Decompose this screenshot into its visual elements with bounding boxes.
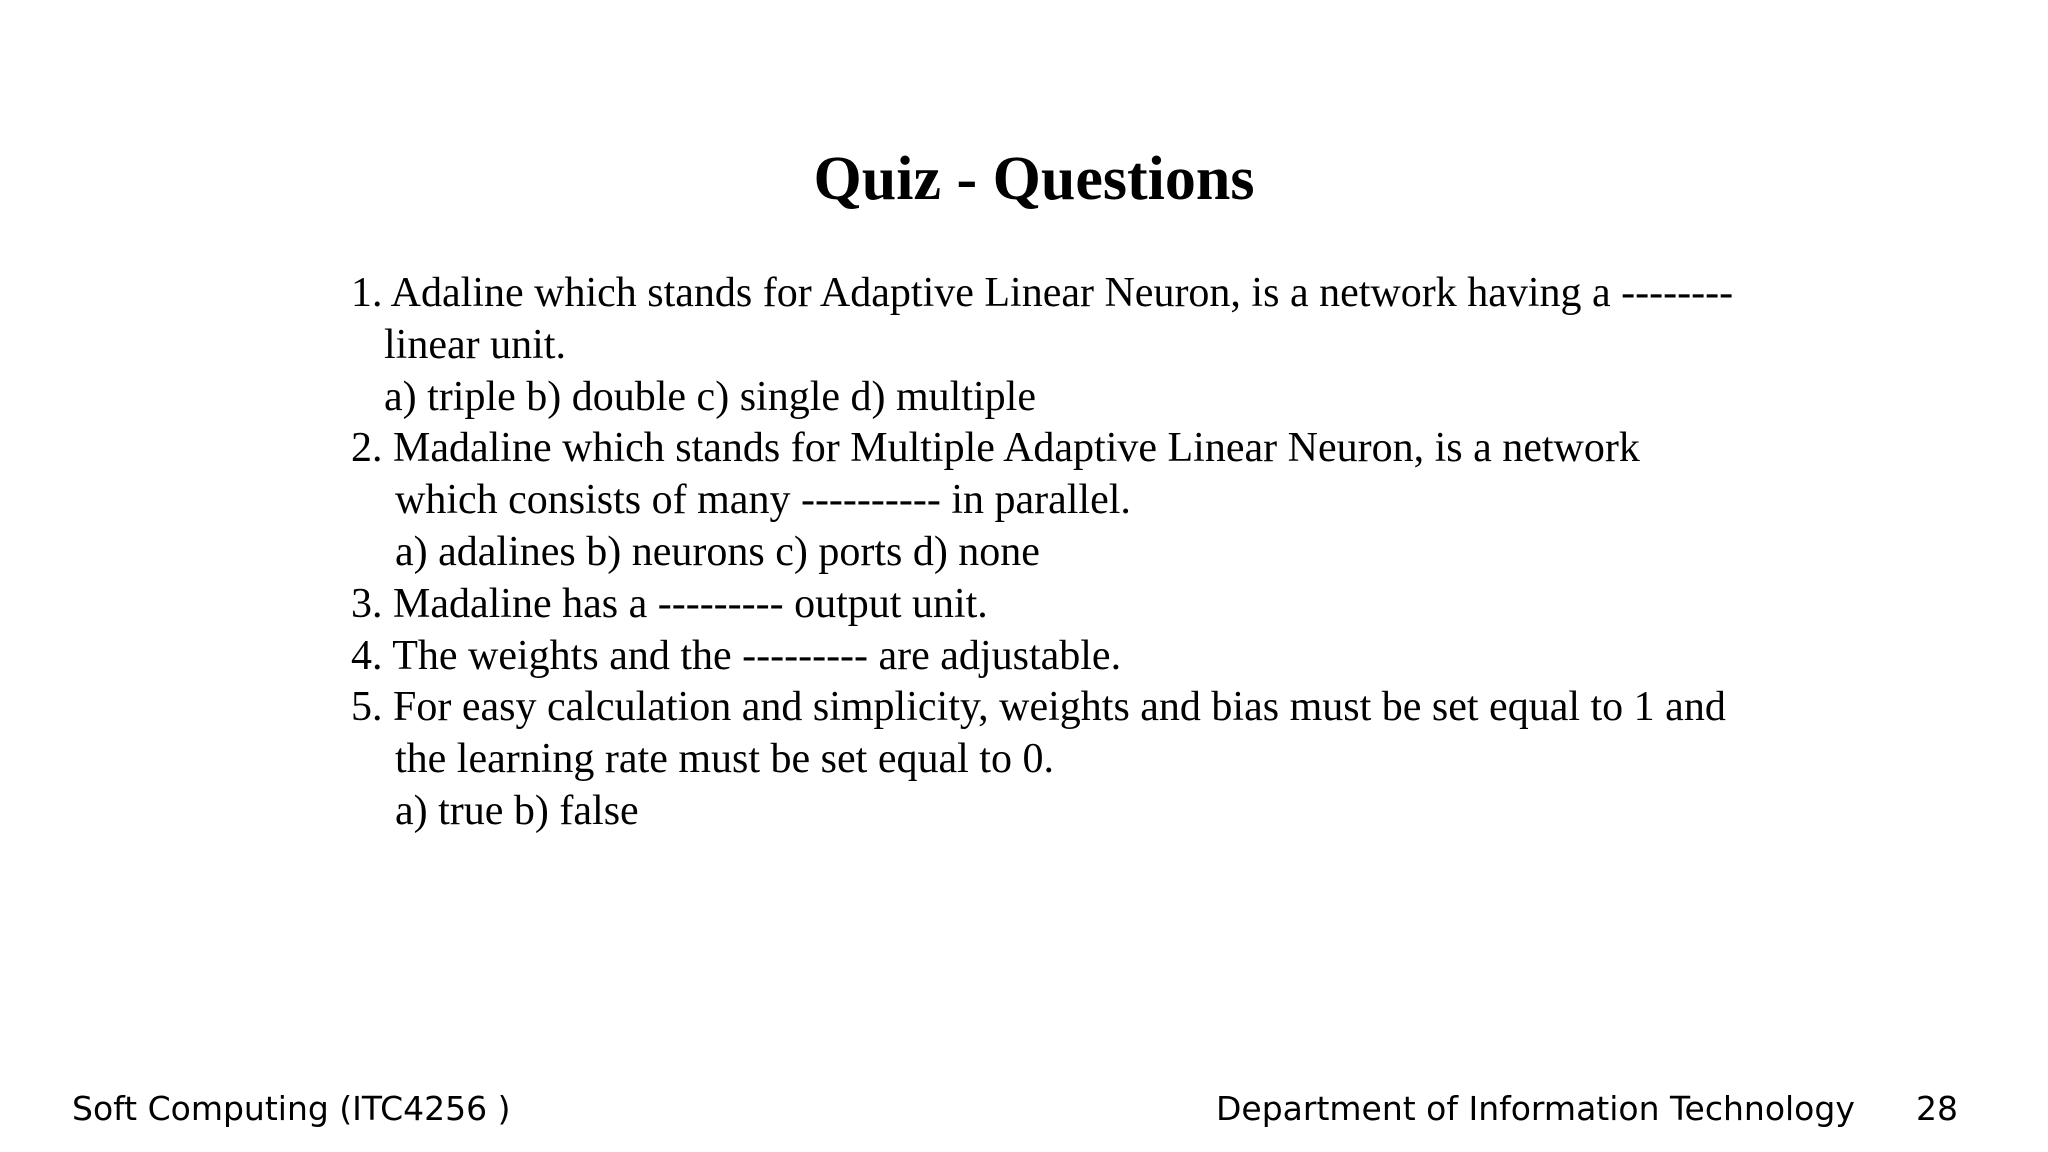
question-2-line-2: which consists of many ---------- in parallel. [395, 477, 1131, 524]
question-5-line-1: 5. For easy calculation and simplicity, weights and bias must be set equal to 1 and [351, 684, 1726, 731]
question-1-options: a) triple b) double c) single d) multiple [384, 373, 1036, 420]
question-5-options: a) true b) false [395, 787, 639, 834]
question-1-line-2: linear unit. [384, 321, 566, 368]
question-3: 3. Madaline has a --------- output unit. [351, 580, 988, 627]
footer-department: Department of Information Technology [1216, 1089, 1855, 1128]
quiz-questions [351, 268, 1801, 838]
question-4: 4. The weights and the --------- are adjustable. [351, 632, 1122, 679]
question-2-options: a) adalines b) neurons c) ports d) none [395, 528, 1040, 575]
footer-course: Soft Computing (ITC4256 ) [72, 1089, 511, 1128]
question-2-line-1: 2. Madaline which stands for Multiple Adaptive Linear Neuron, is a network [351, 425, 1640, 472]
slide-title: Quiz - Questions [813, 145, 1255, 213]
question-1-line-1: 1. Adaline which stands for Adaptive Linear Neuron, is a network having a -------- [351, 270, 1734, 316]
question-5-line-2: the learning rate must be set equal to 0. [395, 736, 1054, 783]
slide-number: 28 [1916, 1089, 1958, 1128]
